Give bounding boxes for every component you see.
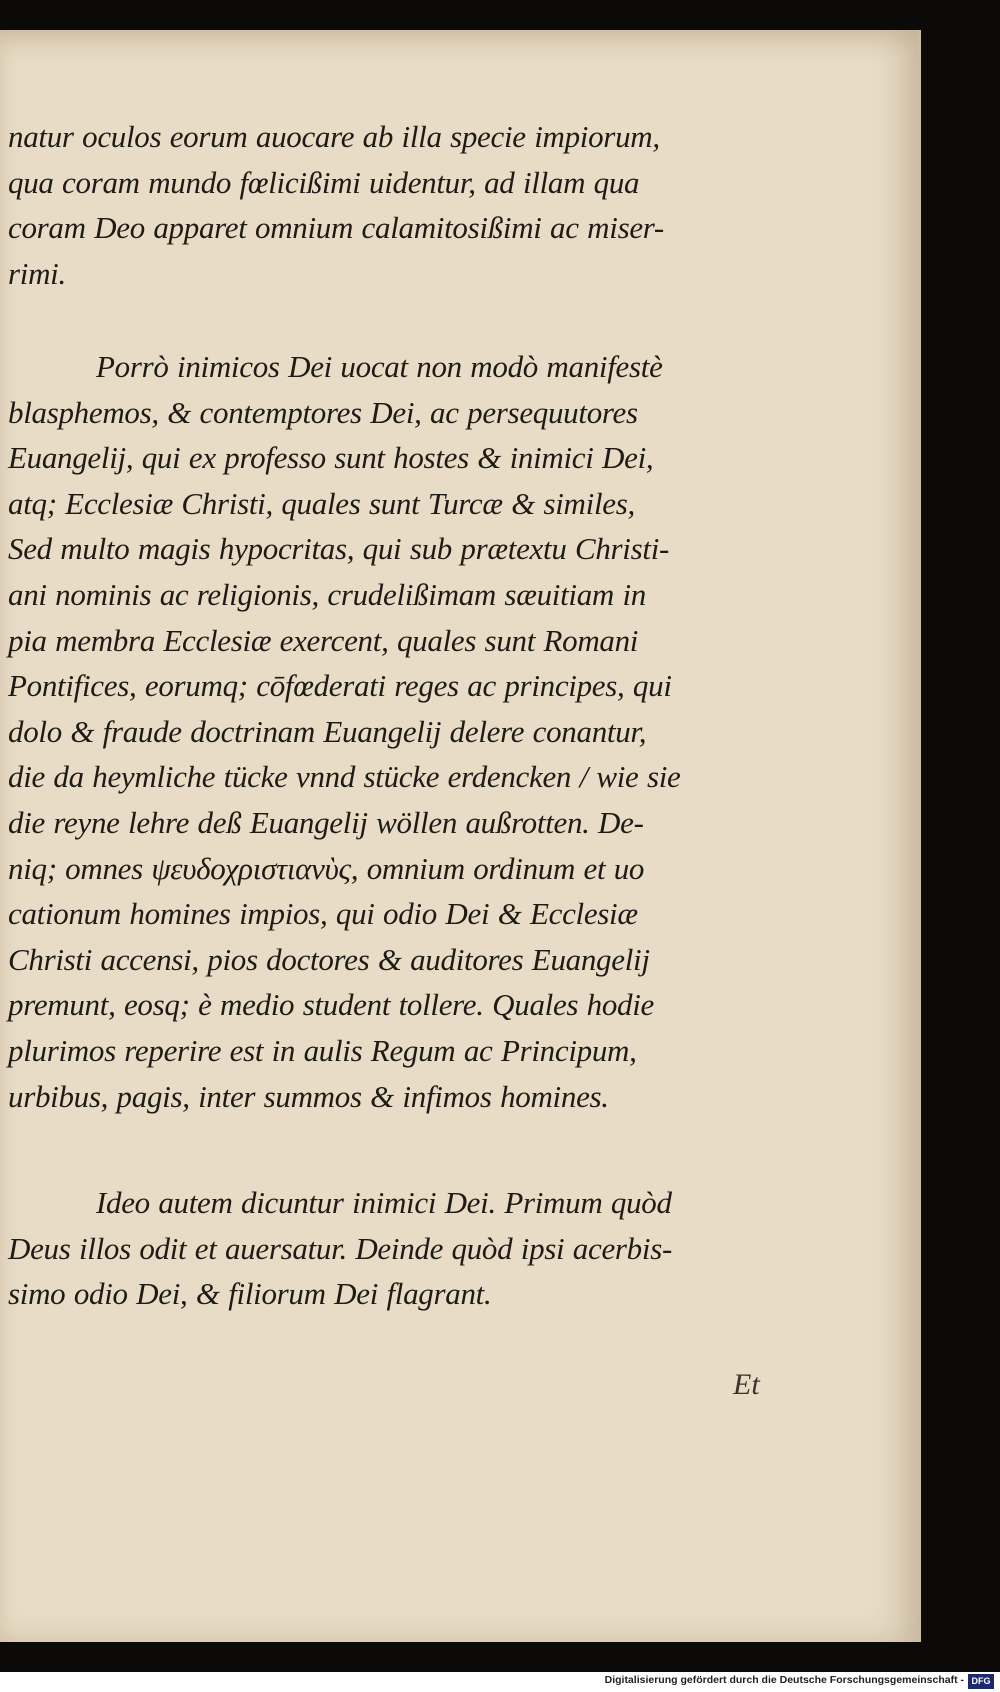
text-line: rimi. xyxy=(8,255,66,291)
dfg-logo: DFG xyxy=(968,1674,994,1689)
text-line: plurimos reperire est in aulis Regum ac Principum, xyxy=(8,1032,637,1068)
text-line: dolo & fraude doctrinam Euangelij delere conantur, xyxy=(8,713,647,749)
text-line: Pontifices, eorumq; cōfœderati reges ac principes, qui xyxy=(8,668,672,704)
text-line: cationum homines impios, qui odio Dei & Ecclesiæ xyxy=(8,896,638,932)
text-line: pia membra Ecclesiæ exercent, quales sunt Romani xyxy=(8,622,639,658)
text-line: ani nominis ac religionis, crudelißimam sæuitiam in xyxy=(8,576,646,612)
text-line: Porrò inimicos Dei uocat non modò manifestè xyxy=(96,349,663,384)
text-line: Deus illos odit et auersatur. Deinde quòd ipsi acerbis- xyxy=(8,1230,672,1266)
paragraph-1 xyxy=(8,114,768,296)
text-line: Ideo autem dicuntur inimici Dei. Primum quòd xyxy=(96,1185,672,1220)
text-line: coram Deo apparet omnium calamitosißimi ac miser- xyxy=(8,210,664,246)
text-line: die reyne lehre deß Euangelij wöllen außrotten. De- xyxy=(8,804,644,840)
text-line: atq; Ecclesiæ Christi, quales sunt Turcæ & similes, xyxy=(8,485,635,521)
text-line: Sed multo magis hypocritas, qui sub prætextu Christi- xyxy=(8,531,670,567)
text-line: blasphemos, & contemptores Dei, ac persequutores xyxy=(8,394,638,430)
text-line: die da heymliche tücke vnnd stücke erdencken / wie sie xyxy=(8,759,681,795)
footer-credit-text: Digitalisierung gefördert durch die Deutsche Forschungsgemeinschaft - xyxy=(604,1674,964,1686)
paragraph-3 xyxy=(8,1180,768,1317)
text-line: natur oculos eorum auocare ab illa specie impiorum, xyxy=(8,119,660,154)
book-page xyxy=(0,30,921,1642)
text-line: Christi accensi, pios doctores & auditores Euangelij xyxy=(8,941,650,977)
text-line: Euangelij, qui ex professo sunt hostes & inimici Dei, xyxy=(8,440,654,476)
text-line: qua coram mundo fœlicißimi uidentur, ad illam qua xyxy=(8,164,640,200)
paragraph-2 xyxy=(8,344,768,1119)
digitization-footer xyxy=(0,1672,1000,1692)
text-line: urbibus, pagis, inter summos & infimos homines. xyxy=(8,1078,609,1114)
text-line: premunt, eosq; è medio student tollere. Quales hodie xyxy=(8,987,655,1023)
text-line: simo odio Dei, & filiorum Dei flagrant. xyxy=(8,1276,492,1312)
text-line: niq; omnes ψευδοχριστιανὺς, omnium ordinum et uo xyxy=(8,850,645,886)
catchword: Et xyxy=(733,1368,760,1401)
